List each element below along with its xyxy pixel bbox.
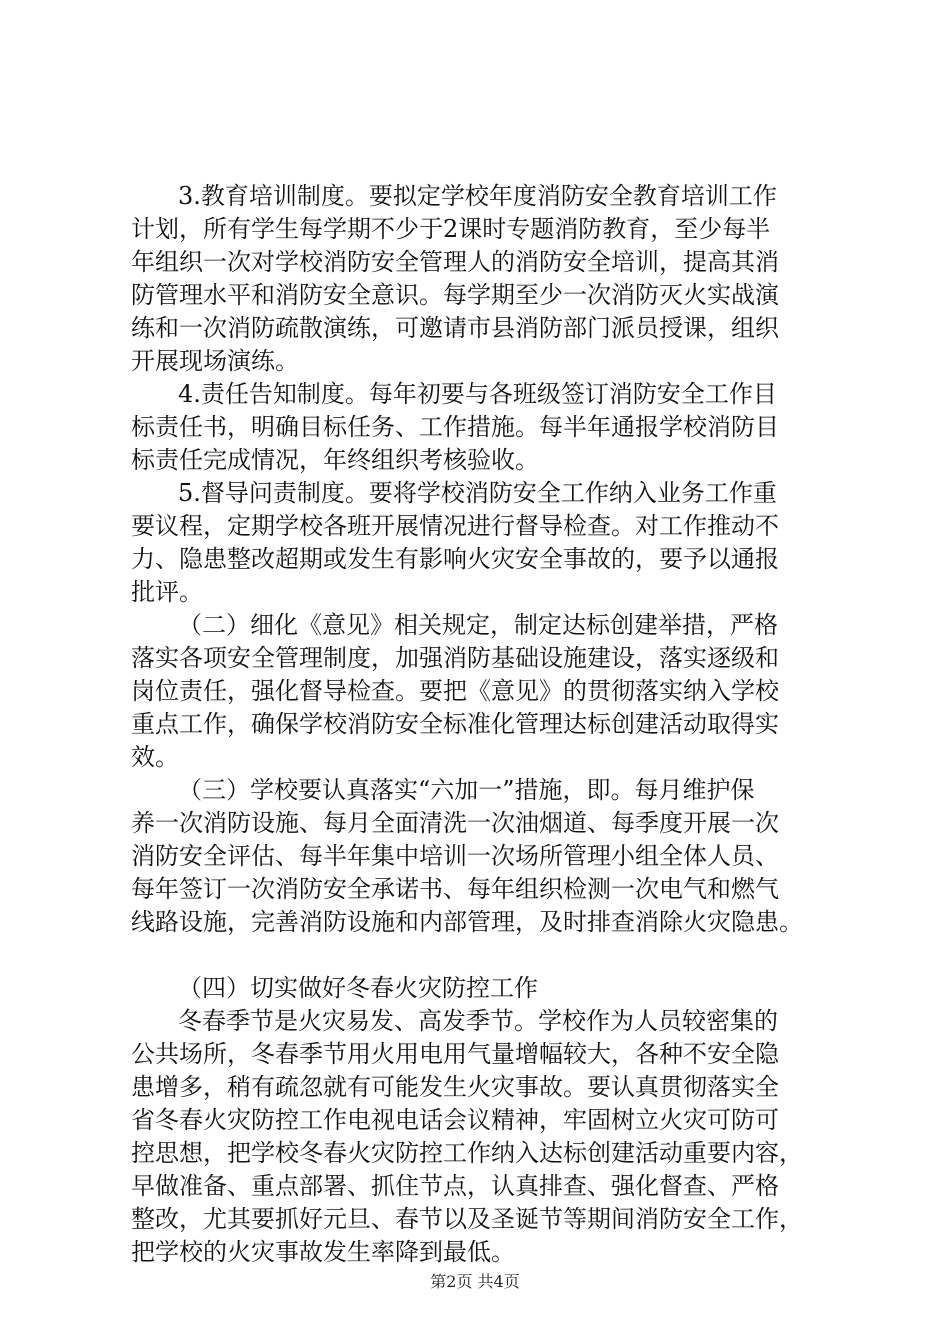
text-line: （三）学校要认真落实“六加一”措施，即。每月维护保 [178, 776, 755, 804]
text-line: 岗位责任，强化督导检查。要把《意见》的贯彻落实纳入学校 [131, 677, 779, 705]
text-line: 控思想，把学校冬春火灾防控工作纳入达标创建活动重要内容， [131, 1139, 803, 1167]
text-line: 开展现场演练。 [131, 347, 299, 375]
text-line: 消防安全评估、每半年集中培训一次场所管理小组全体人员、 [131, 842, 779, 870]
text-line: 5.督导问责制度。要将学校消防安全工作纳入业务工作重 [178, 479, 777, 507]
text-line: 把学校的火灾事故发生率降到最低。 [131, 1238, 515, 1266]
text-line: 省冬春火灾防控工作电视电话会议精神，牢固树立火灾可防可 [131, 1106, 779, 1134]
text-line: 冬春季节是火灾易发、高发季节。学校作为人员较密集的 [178, 1007, 778, 1035]
page-footer: 第2页 共4页 [430, 1272, 520, 1291]
text-line: 公共场所，冬春季节用火用电用气量增幅较大，各种不安全隐 [131, 1040, 779, 1068]
text-line: 年组织一次对学校消防安全管理人的消防安全培训，提高其消 [131, 248, 779, 276]
text-line: 标责任完成情况，年终组织考核验收。 [131, 446, 539, 474]
text-line: 标责任书，明确目标任务、工作措施。每半年通报学校消防目 [131, 413, 779, 441]
text-line: 落实各项安全管理制度，加强消防基础设施建设，落实逐级和 [131, 644, 779, 672]
text-line: 批评。 [131, 578, 203, 606]
text-line: 线路设施，完善消防设施和内部管理，及时排查消除火灾隐患。 [131, 908, 803, 936]
text-line: 要议程，定期学校各班开展情况进行督导检查。对工作推动不 [131, 512, 779, 540]
text-line: 4.责任告知制度。每年初要与各班级签订消防安全工作目 [178, 380, 777, 408]
text-line: 效。 [131, 743, 179, 771]
section-heading: （四）切实做好冬春火灾防控工作 [178, 974, 538, 1002]
text-line: 力、隐患整改超期或发生有影响火灾安全事故的，要予以通报 [131, 545, 779, 573]
text-line: 练和一次消防疏散演练，可邀请市县消防部门派员授课，组织 [131, 314, 779, 342]
text-line: 计划，所有学生每学期不少于2课时专题消防教育，至少每半 [131, 215, 771, 243]
text-line: 整改，尤其要抓好元旦、春节以及圣诞节等期间消防安全工作， [131, 1205, 803, 1233]
text-line: （二）细化《意见》相关规定，制定达标创建举措，严格 [178, 611, 778, 639]
text-line: 3.教育培训制度。要拟定学校年度消防安全教育培训工作 [178, 182, 777, 210]
text-line: 患增多，稍有疏忽就有可能发生火灾事故。要认真贯彻落实全 [131, 1073, 779, 1101]
text-line: 每年签订一次消防安全承诺书、每年组织检测一次电气和燃气 [131, 875, 779, 903]
text-line: 重点工作，确保学校消防安全标准化管理达标创建活动取得实 [131, 710, 779, 738]
text-line: 早做准备、重点部署、抓住节点，认真排查、强化督查、严格 [131, 1172, 779, 1200]
text-line: 防管理水平和消防安全意识。每学期至少一次消防灭火实战演 [131, 281, 779, 309]
text-line: 养一次消防设施、每月全面清洗一次油烟道、每季度开展一次 [131, 809, 779, 837]
